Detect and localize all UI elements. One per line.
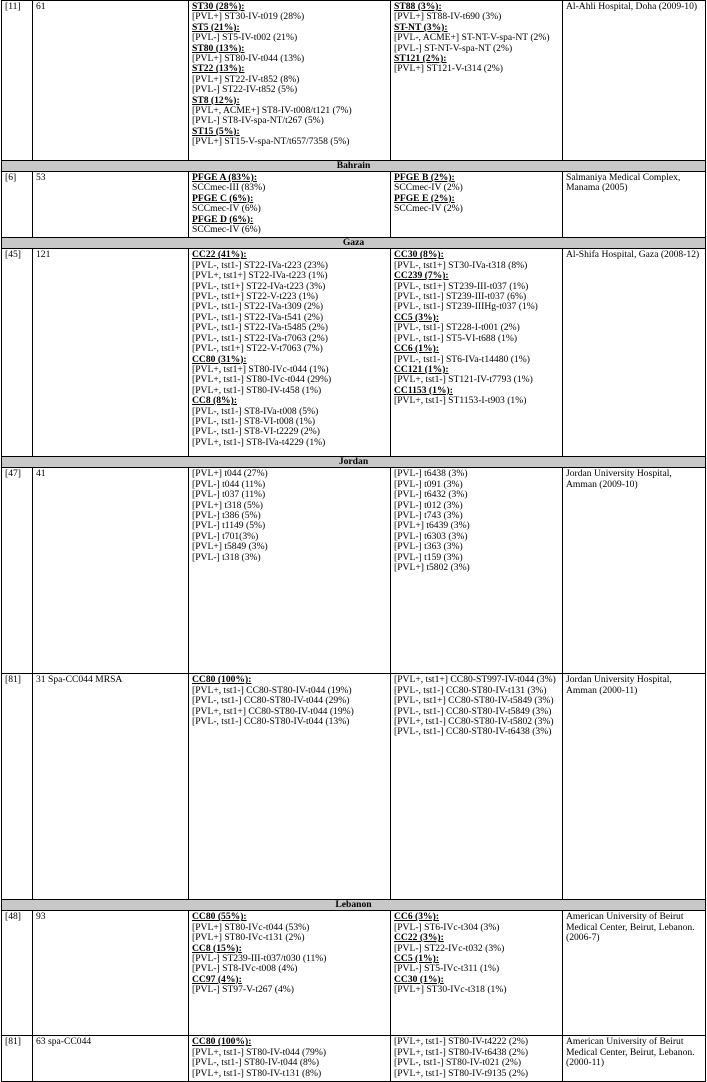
table-row [2, 1, 706, 161]
clone-group-heading: PFGE A (83%): [192, 172, 258, 183]
clone-entry: [PVL-, tst1+] ST22-V-t223 (1%) [192, 291, 319, 303]
clone-entry: [PVL+] t6439 (3%) [394, 520, 470, 532]
clone-entry: [PVL-] t091 (3%) [394, 478, 463, 490]
clone-group-heading: ST-NT (3%): [394, 21, 448, 33]
clone-entry: [PVL-, tst1-] CC80-ST80-IV-t6438 (3%) [394, 726, 552, 738]
clone-entry: [PVL-] t012 (3%) [394, 499, 463, 511]
clone-entry: [PVL+] ST15-V-spa-NT/t657/7358 (5%) [192, 136, 350, 148]
clone-list-left [189, 1036, 391, 1082]
clone-entry: [PVL-] t159 (3%) [394, 551, 463, 563]
sample-cell: 41 [33, 468, 189, 674]
sample-cell: 61 [33, 1, 189, 161]
section-heading: Gaza [2, 238, 706, 249]
section-row [2, 900, 706, 911]
clone-entry: [PVL-] t6432 (3%) [394, 489, 468, 501]
clone-entry: [PVL-] t701(3%) [192, 530, 259, 542]
clone-entry: [PVL-] ST8-IV-spa-NT/t267 (5%) [192, 115, 324, 127]
site-cell: Jordan University Hospital, Amman (2009-10) [563, 468, 706, 674]
clone-entry: [PVL-] t6438 (3%) [394, 468, 468, 480]
clone-entry: [PVL+] ST22-IV-t852 (8%) [192, 73, 300, 85]
clone-entry: [PVL-] ST8-IVc-t008 (4%) [192, 963, 298, 975]
strain-typing-table [1, 0, 706, 1082]
clone-group-heading: ST88 (3%): [394, 1, 442, 12]
sample-cell: 31 Spa-CC044 MRSA [33, 674, 189, 900]
clone-entry: [PVL+, tst1-] ST80-IVc-t044 (29%) [192, 374, 332, 386]
clone-list-left [189, 911, 391, 1036]
clone-group-heading: CC239 (7%): [394, 270, 449, 282]
clone-entry: [PVL+, tst1-] CC80-ST80-IV-t5802 (3%) [394, 716, 554, 728]
clone-group-heading: ST121 (2%): [394, 53, 447, 65]
clone-entry: [PVL-, tst1-] ST22-IVa-t223 (23%) [192, 259, 328, 271]
clone-entry: [PVL+, tst1-] ST80-IV-t044 (79%) [192, 1046, 327, 1058]
clone-group-heading: CC80 (100%): [192, 1036, 252, 1048]
clone-group-heading: CC8 (15%): [192, 942, 242, 954]
clone-group-heading: CC121 (1%): [394, 363, 449, 375]
clone-entry: [PVL-] ST5-IVc-t311 (1%) [394, 963, 500, 975]
section-heading: Bahrain [2, 161, 706, 172]
clone-entry: [PVL-, tst1-] ST80-IV-t021 (2%) [394, 1057, 522, 1069]
clone-group-heading: CC30 (1%): [394, 973, 444, 985]
reference-cell: [6] [2, 172, 33, 238]
clone-entry: [PVL+] ST30-IV-t019 (28%) [192, 11, 305, 23]
clone-group-heading: CC30 (8%): [394, 249, 444, 261]
clone-entry: [PVL+, tst1+] CC80-ST997-IV-t044 (3%) [394, 674, 556, 686]
clone-entry: SCCmec-IV (6%) [192, 224, 261, 236]
clone-entry: SCCmec-III (83%) [192, 182, 266, 194]
clone-entry: [PVL-, tst1+] ST22-V-t7063 (7%) [192, 343, 323, 355]
site-cell: American University of Beirut Medical Center, Beirut, Lebanon. (2000-11) [563, 1036, 706, 1082]
clone-entry: [PVL+] ST88-IV-t690 (3%) [394, 11, 502, 23]
table-row [2, 911, 706, 1036]
reference-cell: [81] [2, 674, 33, 900]
clone-entry: SCCmec-IV (2%) [394, 203, 463, 215]
clone-entry: [PVL+, tst1-] ST121-IV-t7793 (1%) [394, 374, 533, 386]
clone-entry: [PVL-, tst1-] ST5-VI-t688 (1%) [394, 332, 518, 344]
clone-entry: [PVL+, tst1-] ST80-IV-t131 (8%) [192, 1067, 322, 1079]
clone-list-right [391, 1, 563, 161]
clone-group-heading: CC80 (55%): [192, 911, 247, 923]
clone-entry: [PVL+] ST80-IVc-t044 (53%) [192, 921, 310, 933]
clone-entry: [PVL-] ST-NT-V-spa-NT (2%) [394, 42, 513, 54]
clone-entry: [PVL+] t5802 (3%) [394, 562, 470, 574]
table-row [2, 1036, 706, 1082]
clone-group-heading: ST5 (21%): [192, 21, 240, 33]
section-row [2, 238, 706, 249]
table-row [2, 468, 706, 674]
site-cell: Al-Shifa Hospital, Gaza (2008-12) [563, 249, 706, 457]
clone-entry: [PVL-] t743 (3%) [394, 510, 463, 522]
clone-entry: [PVL+, tst1-] ST8-IVa-t4229 (1%) [192, 436, 326, 448]
clone-group-heading: CC8 (8%): [192, 395, 238, 407]
sample-cell: 121 [33, 249, 189, 457]
clone-group-heading: CC5 (1%): [394, 953, 440, 965]
section-row [2, 457, 706, 468]
clone-entry: [PVL-] t318 (3%) [192, 551, 261, 563]
clone-entry: [PVL+, tst1-] ST1153-I-t903 (1%) [394, 395, 527, 407]
clone-entry: [PVL+, tst1+] CC80-ST80-IV-t044 (19%) [192, 705, 354, 717]
clone-group-heading: CC5 (3%): [394, 311, 440, 323]
clone-entry: SCCmec-IV (6%) [192, 203, 261, 215]
clone-entry: [PVL-, tst1-] ST6-IVa-t14480 (1%) [394, 353, 530, 365]
table-row [2, 249, 706, 457]
clone-entry: [PVL+] ST121-V-t314 (2%) [394, 63, 503, 75]
reference-cell: [11] [2, 1, 33, 161]
clone-entry: [PVL-, tst1-] ST22-IVa-t309 (2%) [192, 301, 324, 313]
sample-cell: 53 [33, 172, 189, 238]
sample-cell: 93 [33, 911, 189, 1036]
clone-entry: [PVL+, ACME+] ST8-IV-t008/t121 (7%) [192, 105, 352, 117]
clone-group-heading: PFGE D (6%): [192, 213, 254, 225]
clone-entry: [PVL-, tst1-] ST8-VI-t2229 (2%) [192, 426, 320, 438]
clone-entry: [PVL-, tst1+] ST30-IVa-t318 (8%) [394, 259, 528, 271]
clone-list-right [391, 172, 563, 238]
reference-cell: [81] [2, 1036, 33, 1082]
clone-group-heading: PFGE E (2%): [394, 192, 455, 204]
clone-list-left [189, 468, 391, 674]
clone-entry: [PVL-] t044 (11%) [192, 478, 266, 490]
clone-entry: [PVL+, tst1-] ST80-IV-t9135 (2%) [394, 1067, 529, 1079]
clone-entry: [PVL+, tst1-] ST80-IV-t6438 (2%) [394, 1046, 529, 1058]
clone-entry: [PVL+] t5849 (3%) [192, 541, 268, 553]
clone-entry: [PVL-] ST22-IVc-t032 (3%) [394, 942, 505, 954]
clone-group-heading: CC6 (1%): [394, 343, 440, 355]
clone-entry: [PVL-, tst1-] ST22-IVa-t5485 (2%) [192, 322, 328, 334]
clone-group-heading: CC80 (31%): [192, 353, 247, 365]
table-body [2, 1, 706, 1082]
clone-list-right [391, 468, 563, 674]
clone-group-heading: CC80 (100%): [192, 674, 252, 686]
clone-entry: [PVL-, tst1+] CC80-ST80-IV-t5849 (3%) [394, 695, 554, 707]
clone-list-left [189, 674, 391, 900]
clone-entry: [PVL+] t044 (27%) [192, 468, 268, 480]
clone-list-right [391, 249, 563, 457]
clone-entry: [PVL-] ST6-IVc-t304 (3%) [394, 921, 500, 933]
clone-entry: [PVL-, tst1-] CC80-ST80-IV-t044 (29%) [192, 695, 350, 707]
clone-entry: [PVL-, tst1-] CC80-ST80-IV-t5849 (3%) [394, 705, 552, 717]
clone-list-right [391, 911, 563, 1036]
clone-group-heading: ST80 (13%): [192, 42, 245, 54]
clone-entry: [PVL-, tst1-] ST22-IVa-t7063 (2%) [192, 332, 328, 344]
clone-entry: [PVL+] t318 (5%) [192, 499, 263, 511]
clone-group-heading: PFGE C (6%): [192, 192, 254, 204]
clone-entry: [PVL-, tst1-] CC80-ST80-IV-t044 (13%) [192, 716, 350, 728]
table-row [2, 172, 706, 238]
clone-entry: [PVL-] t6303 (3%) [394, 530, 468, 542]
clone-list-right [391, 1036, 563, 1082]
clone-entry: [PVL-] t037 (11%) [192, 489, 266, 501]
clone-entry: [PVL-, tst1-] ST8-IVa-t008 (5%) [192, 405, 319, 417]
clone-group-heading: ST30 (28%): [192, 1, 245, 12]
clone-entry: [PVL-] t363 (3%) [394, 541, 463, 553]
clone-entry: [PVL-, tst1+] ST22-IVa-t223 (3%) [192, 280, 326, 292]
clone-entry: [PVL-, tst1-] ST239-III-t037 (6%) [394, 291, 527, 303]
sample-cell: 63 spa-CC044 [33, 1036, 189, 1082]
reference-cell: [45] [2, 249, 33, 457]
clone-entry: [PVL-] ST22-IV-t852 (5%) [192, 84, 298, 96]
clone-entry: [PVL-] t386 (5%) [192, 510, 261, 522]
clone-entry: [PVL-, tst1+] ST239-III-t037 (1%) [394, 280, 529, 292]
clone-group-heading: CC1153 (1%): [394, 384, 453, 396]
clone-group-heading: CC22 (3%): [394, 932, 444, 944]
clone-entry: [PVL-] ST5-IV-t002 (21%) [192, 32, 298, 44]
clone-entry: [PVL+, tst1-] CC80-ST80-IV-t044 (19%) [192, 684, 352, 696]
clone-entry: [PVL+, tst1-] ST80-IV-t4222 (2%) [394, 1036, 529, 1048]
clone-entry: [PVL-] ST97-V-t267 (4%) [192, 984, 294, 996]
clone-entry: [PVL+, tst1+] ST22-IVa-t223 (1%) [192, 270, 328, 282]
site-cell: Salmaniya Medical Complex, Manama (2005) [563, 172, 706, 238]
clone-entry: [PVL-, ACME+] ST-NT-V-spa-NT (2%) [394, 32, 550, 44]
clone-list-left [189, 1, 391, 161]
clone-group-heading: CC6 (3%): [394, 911, 440, 923]
clone-group-heading: CC22 (41%): [192, 249, 247, 261]
clone-list-left [189, 249, 391, 457]
clone-entry: [PVL+] ST80-IV-t044 (13%) [192, 53, 305, 65]
site-cell: Al-Ahli Hospital, Doha (2009-10) [563, 1, 706, 161]
clone-list-left [189, 172, 391, 238]
clone-list-right [391, 674, 563, 900]
reference-cell: [47] [2, 468, 33, 674]
clone-entry: [PVL+] ST80-IVc-t131 (2%) [192, 932, 305, 944]
clone-group-heading: ST22 (13%): [192, 63, 245, 75]
clone-entry: [PVL-] ST239-III-t037/t030 (11%) [192, 953, 327, 965]
section-heading: Jordan [2, 457, 706, 468]
section-heading: Lebanon [2, 900, 706, 911]
clone-entry: [PVL-, tst1-] ST228-I-t001 (2%) [394, 322, 520, 334]
clone-entry: SCCmec-IV (2%) [394, 182, 463, 194]
clone-group-heading: PFGE B (2%): [394, 172, 455, 183]
clone-group-heading: ST8 (12%): [192, 94, 240, 106]
clone-group-heading: CC97 (4%): [192, 973, 242, 985]
site-cell: American University of Beirut Medical Center, Beirut, Lebanon. (2006-7) [563, 911, 706, 1036]
clone-entry: [PVL-] t1149 (5%) [192, 520, 266, 532]
clone-entry: [PVL+, tst1+] ST80-IVc-t044 (1%) [192, 363, 329, 375]
site-cell: Jordan University Hospital, Amman (2000-11) [563, 674, 706, 900]
clone-entry: [PVL-, tst1-] ST80-IV-t044 (8%) [192, 1057, 320, 1069]
clone-entry: [PVL-, tst1-] CC80-ST80-IV-t131 (3%) [394, 684, 547, 696]
section-row [2, 161, 706, 172]
clone-entry: [PVL-, tst1-] ST22-IVa-t541 (2%) [192, 311, 324, 323]
clone-entry: [PVL-, tst1-] ST239-IIIHg-t037 (1%) [394, 301, 538, 313]
clone-entry: [PVL-, tst1-] ST8-VI-t008 (1%) [192, 415, 316, 427]
clone-entry: [PVL+] ST30-IVc-t318 (1%) [394, 984, 507, 996]
table-row [2, 674, 706, 900]
reference-cell: [48] [2, 911, 33, 1036]
clone-group-heading: ST15 (5%): [192, 125, 240, 137]
clone-entry: [PVL+, tst1-] ST80-IV-t458 (1%) [192, 384, 322, 396]
